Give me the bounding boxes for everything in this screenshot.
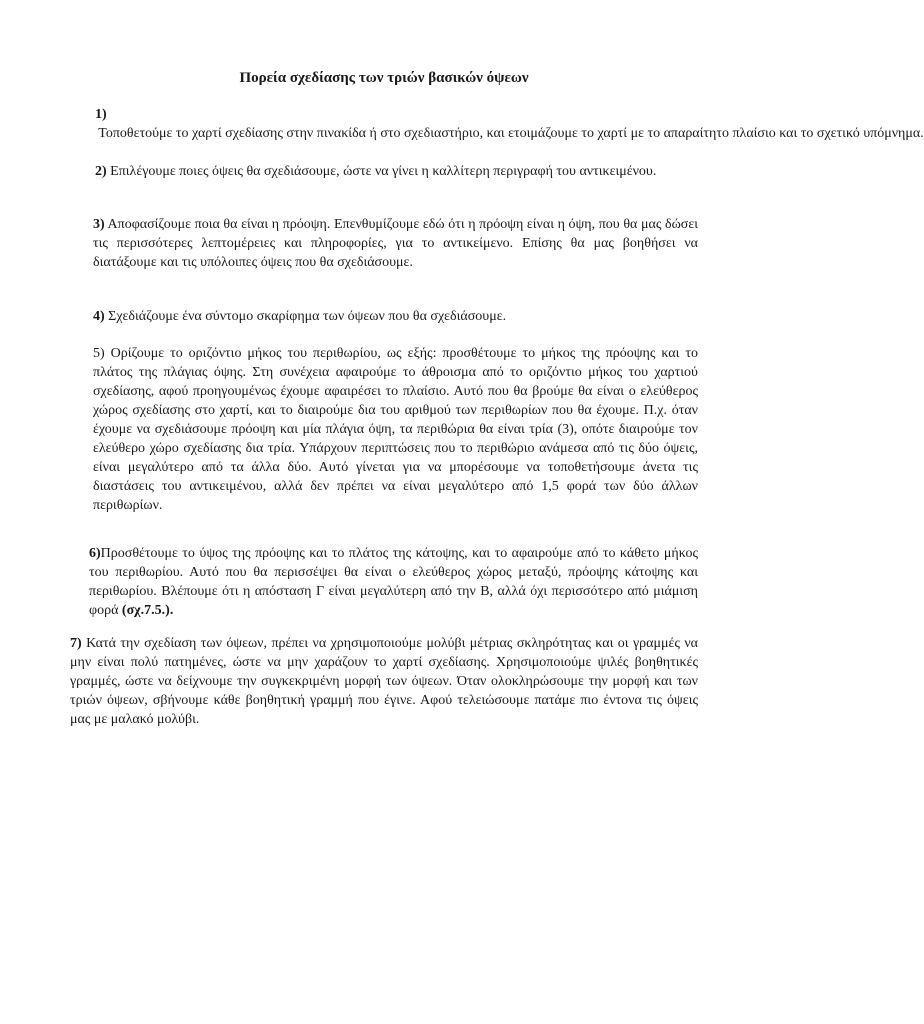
step-number-5: 5) xyxy=(93,346,105,361)
step-text-3: Αποφασίζουμε ποια θα είναι η πρόοψη. Επενθυμίζουμε εδώ ότι η πρόοψη είναι η όψη, που θα μας δώσει τις περισσότερες λεπτομέρειες και πληροφορίες, για το αντικείμενο. Επίσης θα μας βοηθήσει να διατάξουμε και τις υπόλοιπες όψεις που θα σχεδιάσουμε. xyxy=(93,217,698,270)
step-number-1: 1) xyxy=(95,107,107,122)
step-paragraph-3 xyxy=(93,215,698,272)
step-text-1: Τοποθετούμε το χαρτί σχεδίασης στην πινακίδα ή στο σχεδιαστήριο, και ετοιμάζουμε το χαρτί με το απαραίτητο πλαίσιο και το σχετικό υπόμνημα. xyxy=(95,126,924,141)
step-text-6: Προσθέτουμε το ύψος της πρόοψης και το πλάτος της κάτοψης, και το αφαιρούμε από το κάθετο μήκος του περιθωρίου. Αυτό που θα περισσέψει θα είναι ο ελεύθερος χώρος μεταξύ, πρόοψης κάτοψης και περιθωρίου. Βλέπουμε ότι η απόσταση Γ είναι μεγαλύτερη από την Β, αλλά όχι περισσότερο από μιάμιση φορά xyxy=(89,546,698,618)
step-text-4: Σχεδιάζουμε ένα σύντομο σκαρίφημα των όψεων που θα σχεδιάσουμε. xyxy=(104,309,507,324)
step-paragraph-4 xyxy=(93,307,698,326)
step-text-2: Επιλέγουμε ποιες όψεις θα σχεδιάσουμε, ώστε να γίνει η καλλίτερη περιγραφή του αντικειμένου. xyxy=(106,164,657,179)
step-number-7: 7) xyxy=(70,636,82,651)
figure-reference: (σχ.7.5.). xyxy=(121,603,174,618)
document-title: Πορεία σχεδίασης των τριών βασικών όψεων xyxy=(239,70,529,86)
step-number-2: 2) xyxy=(95,164,107,179)
step-number-3: 3) xyxy=(93,217,105,232)
step-text-5: Ορίζουμε το οριζόντιο μήκος του περιθωρίου, ως εξής: προσθέτουμε το μήκος της πρόοψης και το πλάτος της πλάγιας όψης. Στη συνέχεια αφαιρούμε το άθροισμα από το οριζόντιο μήκος του χαρτιού σχεδίασης, αφού προηγουμένως έχουμε αφαιρέσει το πλαίσιο. Αυτό που θα βρούμε θα είναι ο ελεύθερος χώρος σχεδίασης στο χαρτί, και το διαιρούμε δια του αριθμού των περιθωρίων που θα έχουμε. Π.χ. όταν έχουμε να σχεδιάσουμε πρόοψη και μία πλάγια όψη, τα περιθώρια θα είναι τρία (3), οπότε διαιρούμε τον ελεύθερο χώρο σχεδίασης δια τρία. Υπάρχουν περιπτώσεις που το περιθώριο ανάμεσα από τις δύο όψεις, είναι μεγαλύτερο από τα άλλα δύο. Αυτό γίνεται για να μπορέσουμε να τοποθετήσουμε άνετα τις διαστάσεις του αντικειμένου, αλλά δεν πρέπει να είναι μεγαλύτερο από 1,5 φορά των δύο άλλων περιθωρίων. xyxy=(93,346,698,513)
step-paragraph-7 xyxy=(70,634,698,729)
step-paragraph-1 xyxy=(95,105,924,143)
step-number-4: 4) xyxy=(93,309,105,324)
step-paragraph-2 xyxy=(95,162,698,181)
step-text-7: Κατά την σχεδίαση των όψεων, πρέπει να χρησιμοποιούμε μολύβι μέτριας σκληρότητας και οι γραμμές να μην είναι πολύ πατημένες, ώστε να μην χαράζουν το χαρτί σχεδίασης. Χρησιμοποιούμε ψιλές βοηθητικές γραμμές, ώστε να δείχνουμε την συγκεκριμένη μορφή των όψεων. Όταν ολοκληρώσουμε την μορφή και των τριών όψεων, σβήνουμε κάθε βοηθητική γραμμή που έγινε. Αφού τελειώσουμε πατάμε πιο έντονα τις όψεις μας με μαλακό μολύβι. xyxy=(70,636,698,727)
step-number-6: 6) xyxy=(89,546,101,561)
step-paragraph-6 xyxy=(89,544,698,620)
step-paragraph-5 xyxy=(93,344,698,515)
